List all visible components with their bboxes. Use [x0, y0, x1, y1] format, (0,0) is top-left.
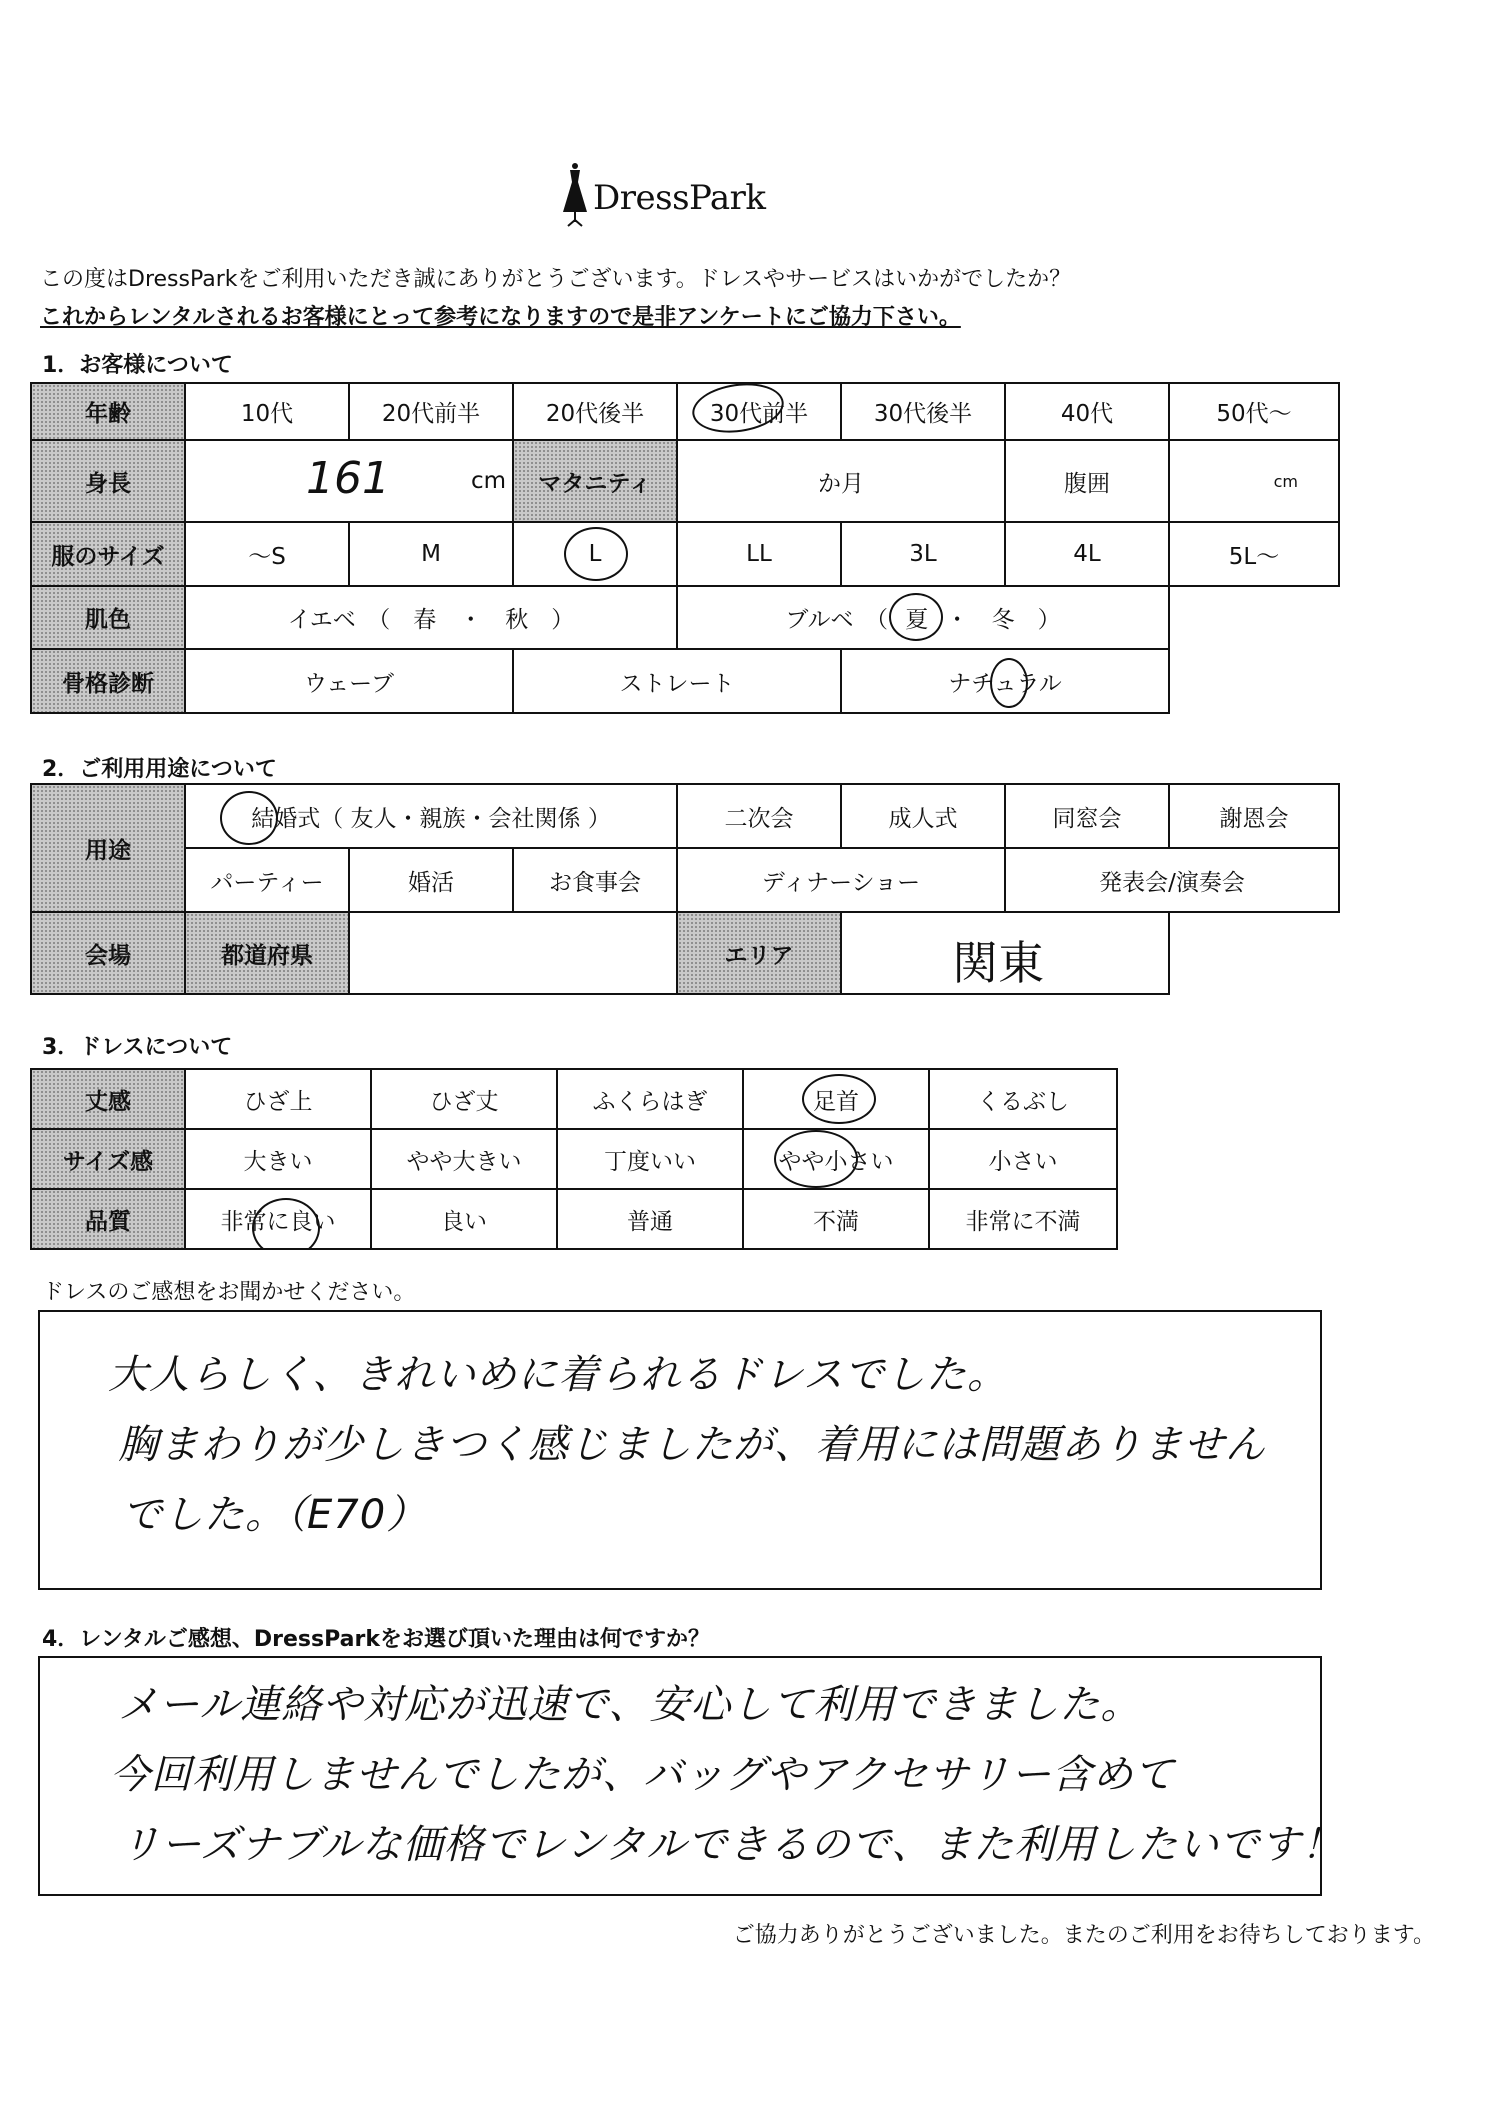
age-option-label: 30代前半 — [709, 401, 809, 428]
brand-name: DressPark — [593, 178, 766, 218]
area-label: エリア — [677, 912, 841, 994]
section3-title: 3．ドレスについて — [42, 1035, 233, 1060]
footer-thanks: ご協力ありがとうございました。またのご利用をお待ちしております。 — [732, 1923, 1435, 1948]
purpose-label: 用途 — [31, 784, 185, 912]
length-label: 丈感 — [31, 1069, 185, 1129]
empty-cell — [1169, 649, 1339, 713]
fit-option[interactable]: 大きい — [185, 1129, 371, 1189]
dresspark-logo — [555, 160, 795, 230]
quality-option[interactable]: 非常に不満 — [929, 1189, 1117, 1249]
age-option[interactable]: 30代後半 — [841, 383, 1005, 440]
skin-blue-summer[interactable] — [895, 601, 938, 634]
purpose-option[interactable]: ディナーショー — [677, 848, 1005, 912]
empty-cell — [1169, 912, 1339, 994]
skin-blue-base[interactable] — [677, 586, 1169, 650]
purpose-option[interactable]: 成人式 — [841, 784, 1005, 848]
size-option[interactable]: 5L〜 — [1169, 522, 1339, 586]
dress-table — [30, 1068, 1118, 1250]
customer-table — [30, 382, 1340, 714]
size-option[interactable]: LL — [677, 522, 841, 586]
age-option-selected[interactable] — [677, 383, 841, 440]
dress-comment-prompt: ドレスのご感想をお聞かせください。 — [42, 1280, 416, 1305]
quality-option-label: 非常に良い — [220, 1208, 336, 1235]
frame-option[interactable]: ストレート — [513, 649, 841, 713]
dress-comment-line: 胸まわりが少しきつく感じましたが、着用には問題ありません — [118, 1422, 1266, 1468]
rental-comment-line: リーズナブルな価格でレンタルできるので、また利用したいです！ — [120, 1822, 1343, 1868]
length-option[interactable]: くるぶし — [929, 1069, 1117, 1129]
size-option-label: L — [588, 541, 602, 568]
skin-yellow-base[interactable]: イエベ （ 春 ・ 秋 ） — [185, 586, 677, 650]
usage-table — [30, 783, 1340, 995]
dress-comment-line: でした。（E70） — [122, 1492, 428, 1538]
size-option[interactable]: 3L — [841, 522, 1005, 586]
purpose-option[interactable]: 同窓会 — [1005, 784, 1169, 848]
prefecture-label: 都道府県 — [185, 912, 349, 994]
length-option[interactable]: ひざ上 — [185, 1069, 371, 1129]
rental-comment-line: 今回利用しませんでしたが、バッグやアクセサリー含めて — [110, 1752, 1175, 1798]
height-label: 身長 — [31, 440, 185, 522]
venue-label: 会場 — [31, 912, 185, 994]
fit-option-label: やや小さい — [778, 1148, 894, 1175]
quality-option[interactable]: 普通 — [557, 1189, 743, 1249]
intro-text: この度はDressParkをご利用いただき誠にありがとうございます。ドレスやサービスはいかがでしたか？ — [40, 267, 1072, 292]
maternity-months[interactable]: か月 — [677, 440, 1005, 522]
prefecture-field[interactable] — [349, 912, 677, 994]
quality-option-selected[interactable] — [185, 1189, 371, 1249]
dress-silhouette-icon — [555, 160, 595, 230]
purpose-option[interactable]: 婚活 — [349, 848, 513, 912]
skin-label: 肌色 — [31, 586, 185, 650]
size-option-selected[interactable] — [513, 522, 677, 586]
age-label: 年齢 — [31, 383, 185, 440]
quality-option[interactable]: 不満 — [743, 1189, 929, 1249]
size-option[interactable]: 4L — [1005, 522, 1169, 586]
size-option[interactable]: 〜S — [185, 522, 349, 586]
rental-comment-box[interactable] — [38, 1656, 1343, 1896]
purpose-option-label: 結婚式（ 友人・親族・会社関係 ） — [251, 805, 611, 832]
skin-blue-prefix: ブルベ （ — [785, 607, 888, 634]
empty-cell — [1169, 586, 1339, 650]
age-option[interactable]: 20代後半 — [513, 383, 677, 440]
quality-option[interactable]: 良い — [371, 1189, 557, 1249]
quality-label: 品質 — [31, 1189, 185, 1249]
skin-blue-suffix: ・ 冬 ） — [945, 607, 1061, 634]
frame-label: 骨格診断 — [31, 649, 185, 713]
fit-option[interactable]: 小さい — [929, 1129, 1117, 1189]
fit-label: サイズ感 — [31, 1129, 185, 1189]
intro-request: これからレンタルされるお客様にとって参考になりますので是非アンケートにご協力下さい。 — [40, 305, 961, 330]
size-option[interactable]: M — [349, 522, 513, 586]
maternity-label: マタニティ — [513, 440, 677, 522]
dress-comment-line: 大人らしく、きれいめに着られるドレスでした。 — [108, 1352, 1008, 1398]
purpose-option-selected[interactable] — [185, 784, 677, 848]
skin-blue-summer-label: 夏 — [905, 607, 929, 634]
purpose-option[interactable]: 二次会 — [677, 784, 841, 848]
length-option-selected[interactable] — [743, 1069, 929, 1129]
frame-option-label: ナチュラル — [948, 670, 1062, 697]
waist-label: 腹囲 — [1005, 440, 1169, 522]
waist-unit[interactable]: cm — [1169, 440, 1339, 522]
fit-option[interactable]: やや大きい — [371, 1129, 557, 1189]
section2-title: 2．ご利用用途について — [42, 757, 277, 782]
purpose-option[interactable]: 発表会/演奏会 — [1005, 848, 1339, 912]
fit-option-selected[interactable] — [743, 1129, 929, 1189]
section4-title: 4．レンタルご感想、DressParkをお選び頂いた理由は何ですか？ — [42, 1627, 710, 1652]
area-field[interactable] — [841, 912, 1169, 994]
purpose-option[interactable]: パーティー — [185, 848, 349, 912]
purpose-option[interactable]: お食事会 — [513, 848, 677, 912]
purpose-option[interactable]: 謝恩会 — [1169, 784, 1339, 848]
fit-option[interactable]: 丁度いい — [557, 1129, 743, 1189]
length-option-label: 足首 — [813, 1088, 859, 1115]
height-value: 161 — [306, 453, 390, 505]
area-value: 関東 — [952, 936, 1045, 990]
age-option[interactable]: 40代 — [1005, 383, 1169, 440]
age-option[interactable]: 50代〜 — [1169, 383, 1339, 440]
frame-option-selected[interactable] — [841, 649, 1169, 713]
size-label: 服のサイズ — [31, 522, 185, 586]
length-option[interactable]: ひざ丈 — [371, 1069, 557, 1129]
age-option[interactable]: 20代前半 — [349, 383, 513, 440]
section1-title: 1．お客様について — [42, 353, 233, 378]
rental-comment-line: メール連絡や対応が迅速で、安心して利用できました。 — [118, 1682, 1142, 1728]
height-unit: cm — [470, 468, 506, 495]
length-option[interactable]: ふくらはぎ — [557, 1069, 743, 1129]
dress-comment-box[interactable] — [38, 1310, 1322, 1590]
age-option[interactable]: 10代 — [185, 383, 349, 440]
frame-option[interactable]: ウェーブ — [185, 649, 513, 713]
height-field[interactable] — [185, 440, 513, 522]
